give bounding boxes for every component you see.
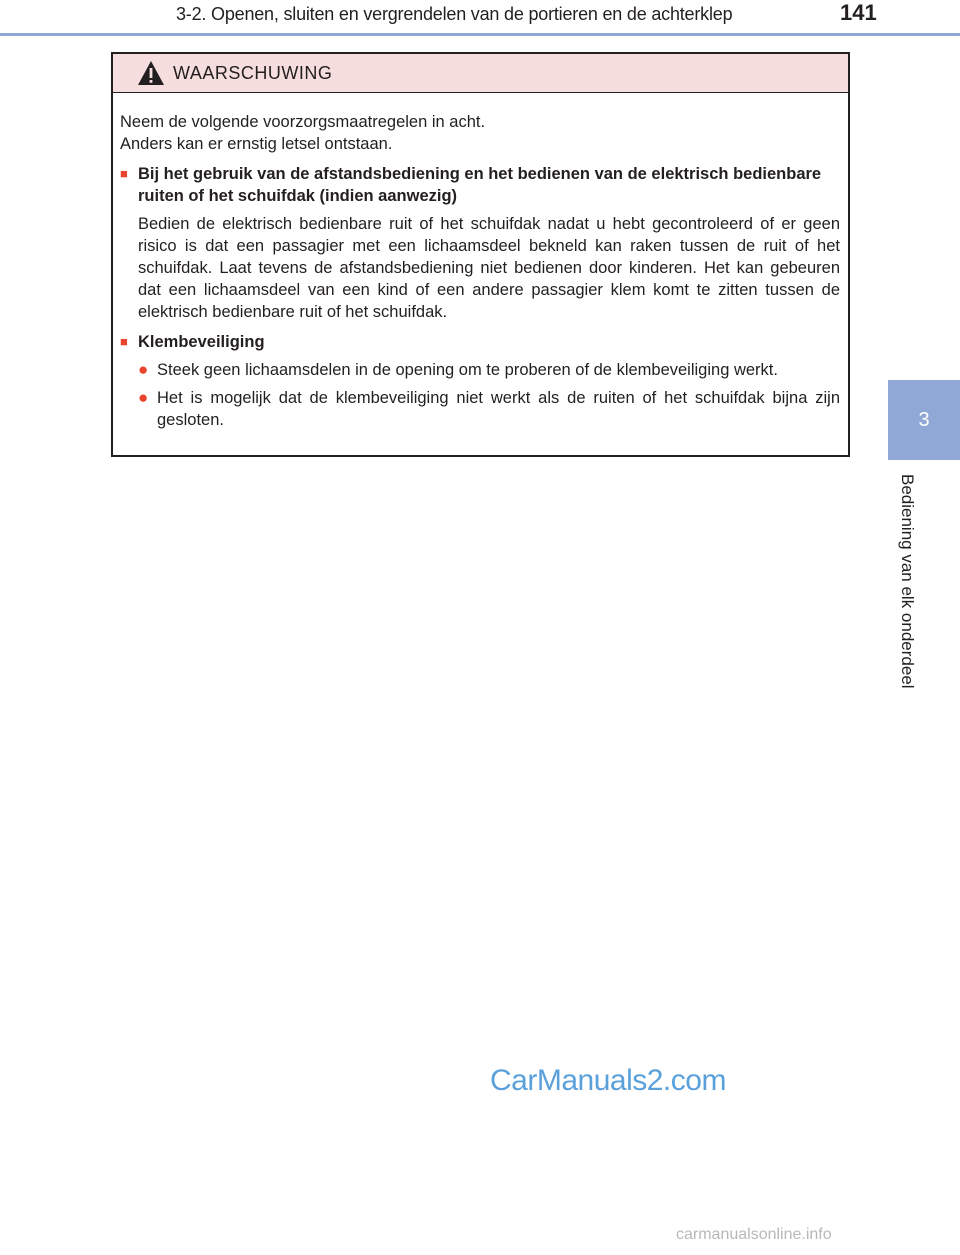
footer-watermark: carmanualsonline.info [676,1226,832,1243]
intro-line: Neem de volgende voorzorgsmaatregelen in acht. [120,113,486,131]
warning-title: WAARSCHUWING [173,62,333,83]
page-number: 141 [840,0,877,25]
intro-line: Anders kan er ernstig letsel ontstaan. [120,135,393,153]
dot-bullet-icon: ● [138,360,149,379]
list-item [138,359,840,381]
chapter-side-label: Bediening van elk onderdeel [898,474,917,689]
section-heading-text: Bij het gebruik van de afstandsbediening en het bedienen van de elektrisch bedienbare ruiten of het schuifdak (indien aanwezig) [138,165,822,205]
header-divider [0,33,960,36]
warning-header [113,54,848,93]
section-heading-text: Klembeveiliging [138,333,265,351]
dot-bullet-icon: ● [138,388,149,407]
warning-triangle-icon [137,60,165,86]
warning-box [111,52,850,457]
page-header-title: 3-2. Openen, sluiten en vergrendelen van de portieren en de achterklep [176,4,733,24]
square-bullet-icon: ■ [120,166,128,181]
section-paragraph: Bedien de elektrisch bedienbare ruit of het schuifdak nadat u hebt gecontroleerd of er geen risico is dat een passagier met een lichaamsdeel bekneld kan raken tussen de ruit of het schuifdak. Laat tevens de afstandsbediening niet bedienen door kinderen. Het kan gebeuren dat een lichaamsdeel van een kind of een andere passagier klem komt te zitten tussen de elektrisch bedienbare ruit of het schuifdak. [138,215,840,321]
chapter-tab[interactable] [888,380,960,460]
list-item-text: Steek geen lichaamsdelen in de opening om te proberen of de klembeveiliging werkt. [157,361,778,379]
section-heading-remote [120,163,840,207]
section-heading-jam-protection [120,331,840,353]
square-bullet-icon: ■ [120,334,128,349]
watermark-logo: CarManuals2.com [490,1064,726,1097]
list-item-text: Het is mogelijk dat de klembeveiliging niet werkt als de ruiten of het schuifdak bijna zijn gesloten. [157,389,840,429]
chapter-number: 3 [918,408,930,431]
warning-body [113,93,848,431]
list-item [138,387,840,431]
warning-intro [120,111,840,155]
